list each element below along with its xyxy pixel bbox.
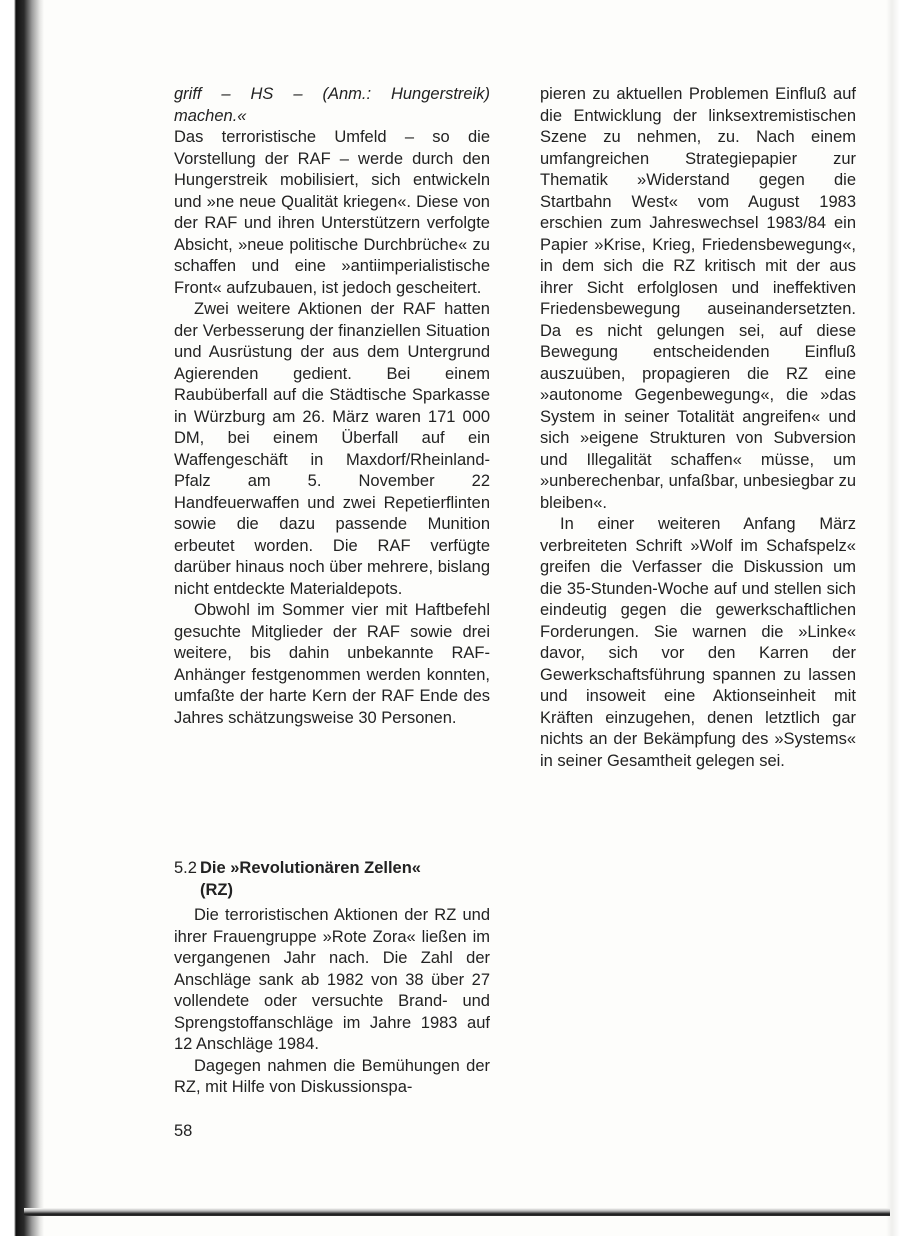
left-column [174,84,490,729]
section-title-line-1: Die »Revolutionären Zellen« [200,859,421,877]
right-column [540,84,856,772]
right-paragraph-2: In einer weiteren Anfang März verbreiteten Schrift »Wolf im Schafspelz« greifen die Verfasser die Diskussion um die 35-Stunden-Woche auf und stellen sich eindeutig gegen die gewerkschaftlichen Forderungen. Sie warnen die »Linke« davor, sich vor den Karren der Gewerkschaftsführung spannen zu lassen und insoweit eine Aktionseinheit mit Kräften einzugehen, denen letztlich gar nichts an der Bekämpfung des »Systems« in seiner Gesamtheit gelegen sei. [540,515,856,770]
section-paragraph-1: Die terroristischen Aktionen der RZ und ihrer Frauengruppe »Rote Zora« ließen im vergangenen Jahr nach. Die Zahl der Anschläge sank ab 1982 von 38 über 27 vollendete oder versuchte Brand- und Sprengstoffanschläge im Jahre 1983 auf 12 Anschläge 1984. [174,906,490,1053]
left-paragraph-3: Zwei weitere Aktionen der RAF hatten der Verbesserung der finanziellen Situation und Ausrüstung der aus dem Untergrund Agierenden gedient. Bei einem Raubüberfall auf die Städtische Sparkasse in Würzburg am 26. März waren 171 000 DM, bei einem Überfall auf ein Waffengeschäft in Maxdorf/Rheinland-Pfalz am 5. November 22 Handfeuerwaffen und zwei Repetierflinten sowie die dazu passende Munition erbeutet worden. Die RAF verfügte darüber hinaus noch über mehrere, bislang nicht entdeckte Materialdepots. [174,300,490,598]
section-number: 5.2 [174,859,197,877]
left-paragraph-2: Das terroristische Umfeld – so die Vorstellung der RAF – werde durch den Hungerstreik mobilisiert, sich entwickeln und »ne neue Qualität kriegen«. Diese von der RAF und ihren Unterstützern verfolgte Absicht, »neue politische Durchbrüche« zu schaffen und eine »antiimperialistische Front« aufzubauen, ist jedoch gescheitert. [174,128,490,297]
right-paragraph-1: pieren zu aktuellen Problemen Einfluß auf die Entwicklung der linksextremistischen Szene zu nehmen, zu. Nach einem umfangreichen Strategiepapier zur Thematik »Widerstand gegen die Startbahn West« vom August 1983 erschien zum Jahreswechsel 1983/84 ein Papier »Krise, Krieg, Friedensbewegung«, in dem sich die RZ kritisch mit der aus ihrer Sicht erfolglosen und ineffektiven Friedensbewegung auseinandersetzten. Da es nicht gelungen sei, auf diese Bewegung entscheidenden Einfluß auszuüben, propagieren die RZ eine »autonome Gegenbewegung«, die »das System in seiner Totalität angreifen« und sich »eigene Strukturen von Subversion und Illegalität schaffen« müsse, um »unberechenbar, unfaßbar, unbesiegbar zu bleiben«. [540,85,856,512]
section-heading [174,858,490,901]
left-paragraph-4: Obwohl im Sommer vier mit Haftbefehl gesuchte Mitglieder der RAF sowie drei weitere, bis dahin unbekannte RAF-Anhänger festgenommen werden konnten, umfaßte der harte Kern der RAF Ende des Jahres schätzungsweise 30 Personen. [174,601,490,727]
section-title-line-2: (RZ) [200,880,233,899]
section-paragraph-2: Dagegen nahmen die Bemühungen der RZ, mit Hilfe von Diskussionspa- [174,1056,490,1096]
left-paragraph-1: griff – HS – (Anm.: Hungerstreik) machen.« [174,85,490,125]
section-body [174,905,490,1099]
book-spine-shadow [0,0,44,1236]
page-bottom-edge [24,1208,890,1216]
page-right-edge [886,0,900,1236]
page-number: 58 [174,1122,193,1140]
